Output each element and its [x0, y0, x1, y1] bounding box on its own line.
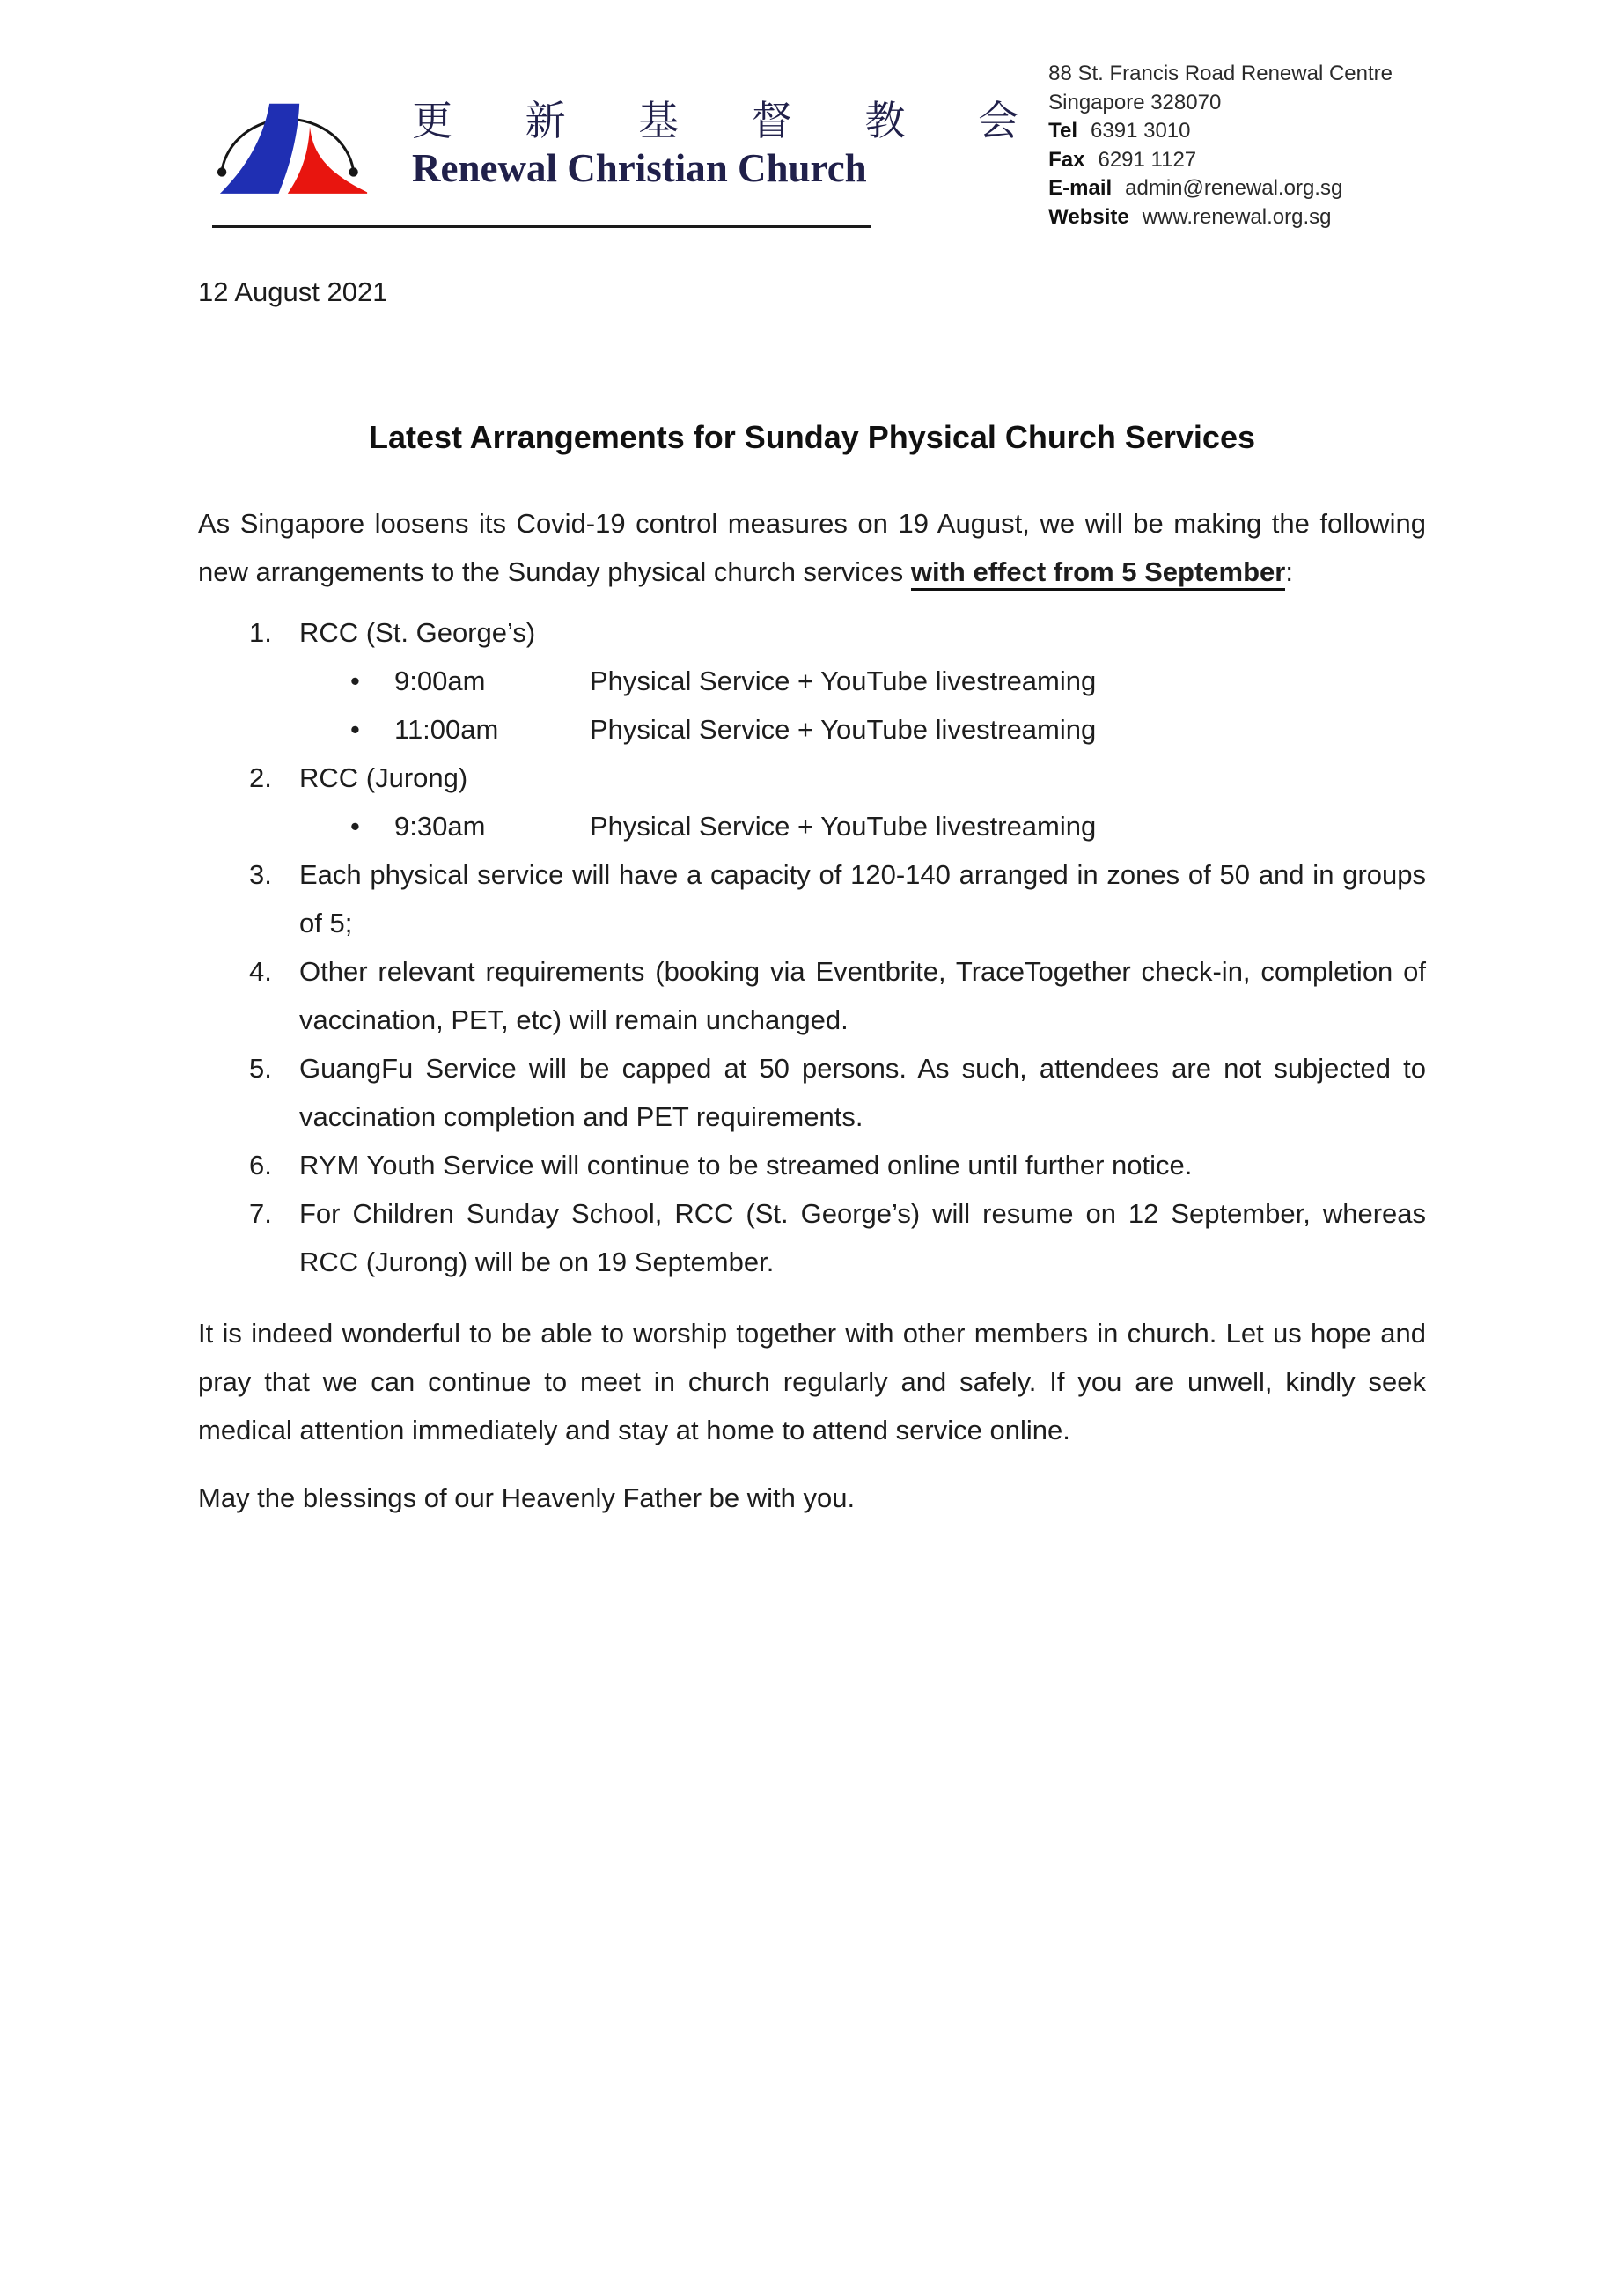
list-item-number: 3.: [249, 858, 272, 890]
bullet-icon: •: [350, 665, 360, 696]
letter-content: [198, 0, 1426, 1522]
bullet-icon: •: [350, 810, 360, 842]
list-item: [198, 608, 1426, 754]
contact-website: [1048, 203, 1436, 232]
letterhead-rule: [212, 225, 871, 228]
service-desc: Physical Service + YouTube livestreaming: [590, 810, 1097, 842]
intro-text: As Singapore loosens its Covid-19 control measures on 19 August, we will be making the following new arrangements to the Sunday physical church services: [198, 507, 1426, 587]
list-item-number: 7.: [249, 1197, 272, 1229]
service-time-row: [299, 802, 1426, 850]
list-item: [198, 1044, 1426, 1141]
letterhead: [198, 0, 1426, 232]
list-item-text: Each physical service will have a capacity of 120-140 arranged in zones of 50 and in groups of 5;: [299, 858, 1426, 938]
list-item: [198, 1141, 1426, 1189]
intro-paragraph: [198, 499, 1426, 596]
service-time: 9:00am: [394, 665, 486, 696]
contact-tel: [1048, 117, 1436, 146]
website-label: Website: [1048, 204, 1129, 229]
email-label: E-mail: [1048, 176, 1113, 200]
list-item: [198, 1189, 1426, 1286]
list-item-text: RCC (St. George’s): [299, 616, 536, 648]
website-value: www.renewal.org.sg: [1142, 204, 1332, 229]
tel-value: 6391 3010: [1091, 119, 1191, 143]
contact-block: [1048, 56, 1436, 232]
contact-address-line1: 88 St. Francis Road Renewal Centre: [1048, 62, 1393, 85]
brand-block: [212, 86, 1048, 228]
contact-fax: [1048, 146, 1436, 175]
service-time: 11:00am: [394, 713, 499, 745]
service-time-row: [299, 705, 1426, 754]
list-item: [198, 850, 1426, 947]
list-item-text: Other relevant requirements (booking via Eventbrite, TraceTogether check-in, completion of vaccination, PET, etc) will remain unchanged.: [299, 955, 1426, 1035]
list-item-text: GuangFu Service will be capped at 50 persons. As such, attendees are not subjected to vaccination completion and PET requirements.: [299, 1052, 1426, 1132]
list-item: [198, 947, 1426, 1044]
service-desc: Physical Service + YouTube livestreaming: [590, 665, 1097, 696]
email-value: admin@renewal.org.sg: [1125, 176, 1343, 200]
list-item-number: 1.: [249, 616, 272, 648]
service-desc: Physical Service + YouTube livestreaming: [590, 713, 1097, 745]
list-item-number: 4.: [249, 955, 272, 987]
list-item-number: 2.: [249, 761, 272, 793]
service-time: 9:30am: [394, 810, 486, 842]
intro-emphasis: with effect from 5 September: [911, 556, 1285, 591]
brand-names: [412, 86, 1048, 190]
church-name-chinese: 更 新 基 督 教 会: [412, 97, 1049, 144]
blessing-line: May the blessings of our Heavenly Father be with you.: [198, 1482, 856, 1513]
intro-colon: :: [1285, 555, 1293, 587]
list-item-text: For Children Sunday School, RCC (St. George’s) will resume on 12 September, whereas RCC (Jurong) will be on 19 September.: [299, 1197, 1426, 1277]
list-item: [198, 754, 1426, 850]
church-logo-icon: [212, 86, 375, 202]
list-item-number: 6.: [249, 1149, 272, 1181]
contact-address-line2: Singapore 328070: [1048, 90, 1222, 114]
page-title: Latest Arrangements for Sunday Physical Church Services: [368, 419, 1255, 456]
tel-label: Tel: [1048, 119, 1078, 143]
closing-paragraph: It is indeed wonderful to be able to worship together with other members in church. Let us hope and pray that we can continue to meet in church regularly and safely. If you are unwell, kindly seek medical attention immediately and stay at home to attend service online.: [198, 1317, 1426, 1445]
service-time-row: [299, 657, 1426, 705]
letter-date: 12 August 2021: [198, 276, 388, 307]
list-item-number: 5.: [249, 1052, 272, 1084]
fax-label: Fax: [1048, 147, 1085, 172]
list-item-text: RYM Youth Service will continue to be streamed online until further notice.: [299, 1149, 1193, 1181]
bullet-icon: •: [350, 713, 360, 745]
contact-email: [1048, 174, 1436, 203]
arrangements-list: [198, 608, 1426, 1286]
church-name-english: Renewal Christian Church: [412, 145, 867, 190]
fax-value: 6291 1127: [1098, 147, 1197, 172]
list-item-text: RCC (Jurong): [299, 761, 468, 793]
